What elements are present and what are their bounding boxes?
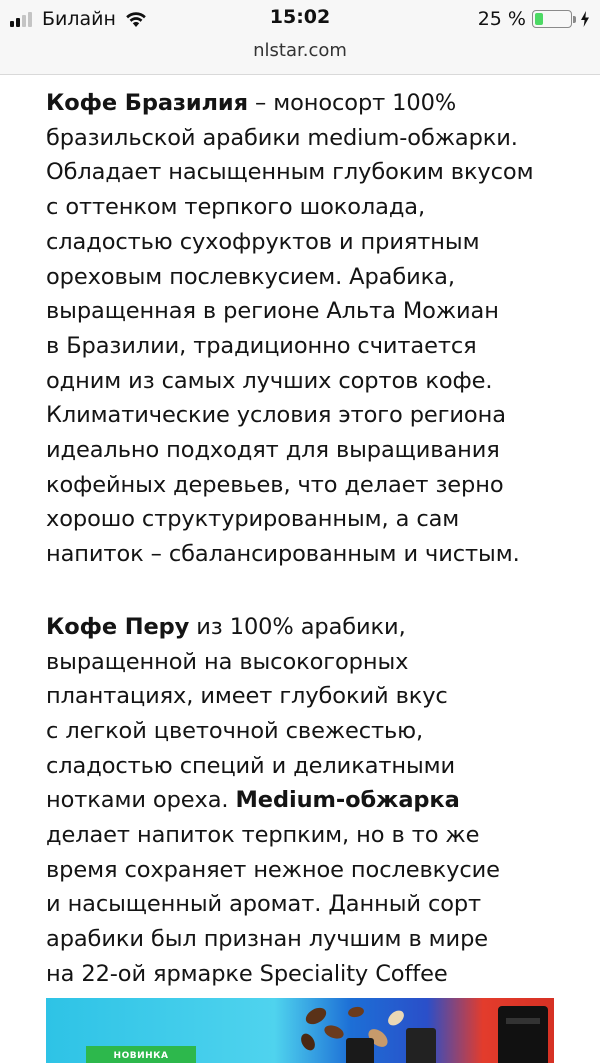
- carrier-name: Билайн: [42, 8, 116, 30]
- product-package-image: [486, 998, 554, 1063]
- new-badge: НОВИНКА: [86, 1046, 196, 1063]
- status-right: [478, 6, 590, 32]
- text-line: хорошо структурированным, а сам: [46, 506, 460, 533]
- text-line: сладостью специй и деликатными: [46, 752, 456, 779]
- battery-percentage: 25 %: [477, 8, 526, 30]
- text-line: с легкой цветочной свежестью,: [46, 717, 424, 744]
- text-line: на 22-ой ярмарке Speciality Coffee: [46, 960, 448, 987]
- text-line: из 100% арабики,: [189, 613, 406, 640]
- product-banner[interactable]: [46, 998, 554, 1063]
- text-line: одним из самых лучших сортов кофе.: [46, 367, 493, 394]
- peru-paragraph: [46, 610, 576, 1026]
- text-line: делает напиток терпким, но в то же: [46, 822, 480, 849]
- text-line: и насыщенный аромат. Данный сорт: [46, 891, 482, 918]
- text-line: напиток – сбалансированным и чистым.: [46, 541, 520, 568]
- brazil-paragraph: [46, 86, 576, 572]
- address-bar[interactable]: [0, 38, 600, 75]
- text-line: бразильской арабики medium-обжарки.: [46, 124, 518, 151]
- text-line: выращенная в регионе Альта Можиан: [46, 298, 499, 325]
- text-line: Климатические условия этого региона: [46, 402, 506, 429]
- text-line: с оттенком терпкого шоколада,: [46, 194, 426, 221]
- text-line: идеально подходят для выращивания: [46, 437, 500, 464]
- text-line: Обладает насыщенным глубоким вкусом: [46, 159, 534, 186]
- charging-bolt-icon: [580, 11, 590, 27]
- battery-level-fill: [535, 13, 543, 25]
- battery-icon: [532, 10, 572, 28]
- text-line: плантациях, имеет глубокий вкус: [46, 683, 448, 710]
- text-line: в Бразилии, традиционно считается: [46, 332, 477, 359]
- text-line: ореховым послевкусием. Арабика,: [46, 263, 455, 290]
- text-line: кофейных деревьев, что делает зерно: [46, 471, 504, 498]
- brazil-title: Кофе Бразилия: [46, 90, 248, 116]
- text-line: сладостью сухофруктов и приятным: [46, 228, 480, 255]
- text-line: нотками ореха.: [46, 787, 236, 814]
- peru-title: Кофе Перу: [46, 613, 190, 640]
- url-text: nlstar.com: [253, 40, 347, 61]
- text-line: арабики был признан лучшим в мире: [46, 926, 488, 953]
- text-line: – моносорт 100%: [247, 90, 457, 116]
- coffee-beans-image: [286, 998, 436, 1063]
- clock: 15:02: [269, 6, 331, 28]
- text-line: время сохраняет нежное послевкусие: [46, 856, 500, 883]
- roast-term: Medium-обжарка: [235, 787, 460, 814]
- article-content: [46, 86, 576, 1063]
- status-bar: [0, 0, 600, 38]
- text-line: выращенной на высокогорных: [46, 648, 409, 675]
- battery-tip: [573, 16, 576, 23]
